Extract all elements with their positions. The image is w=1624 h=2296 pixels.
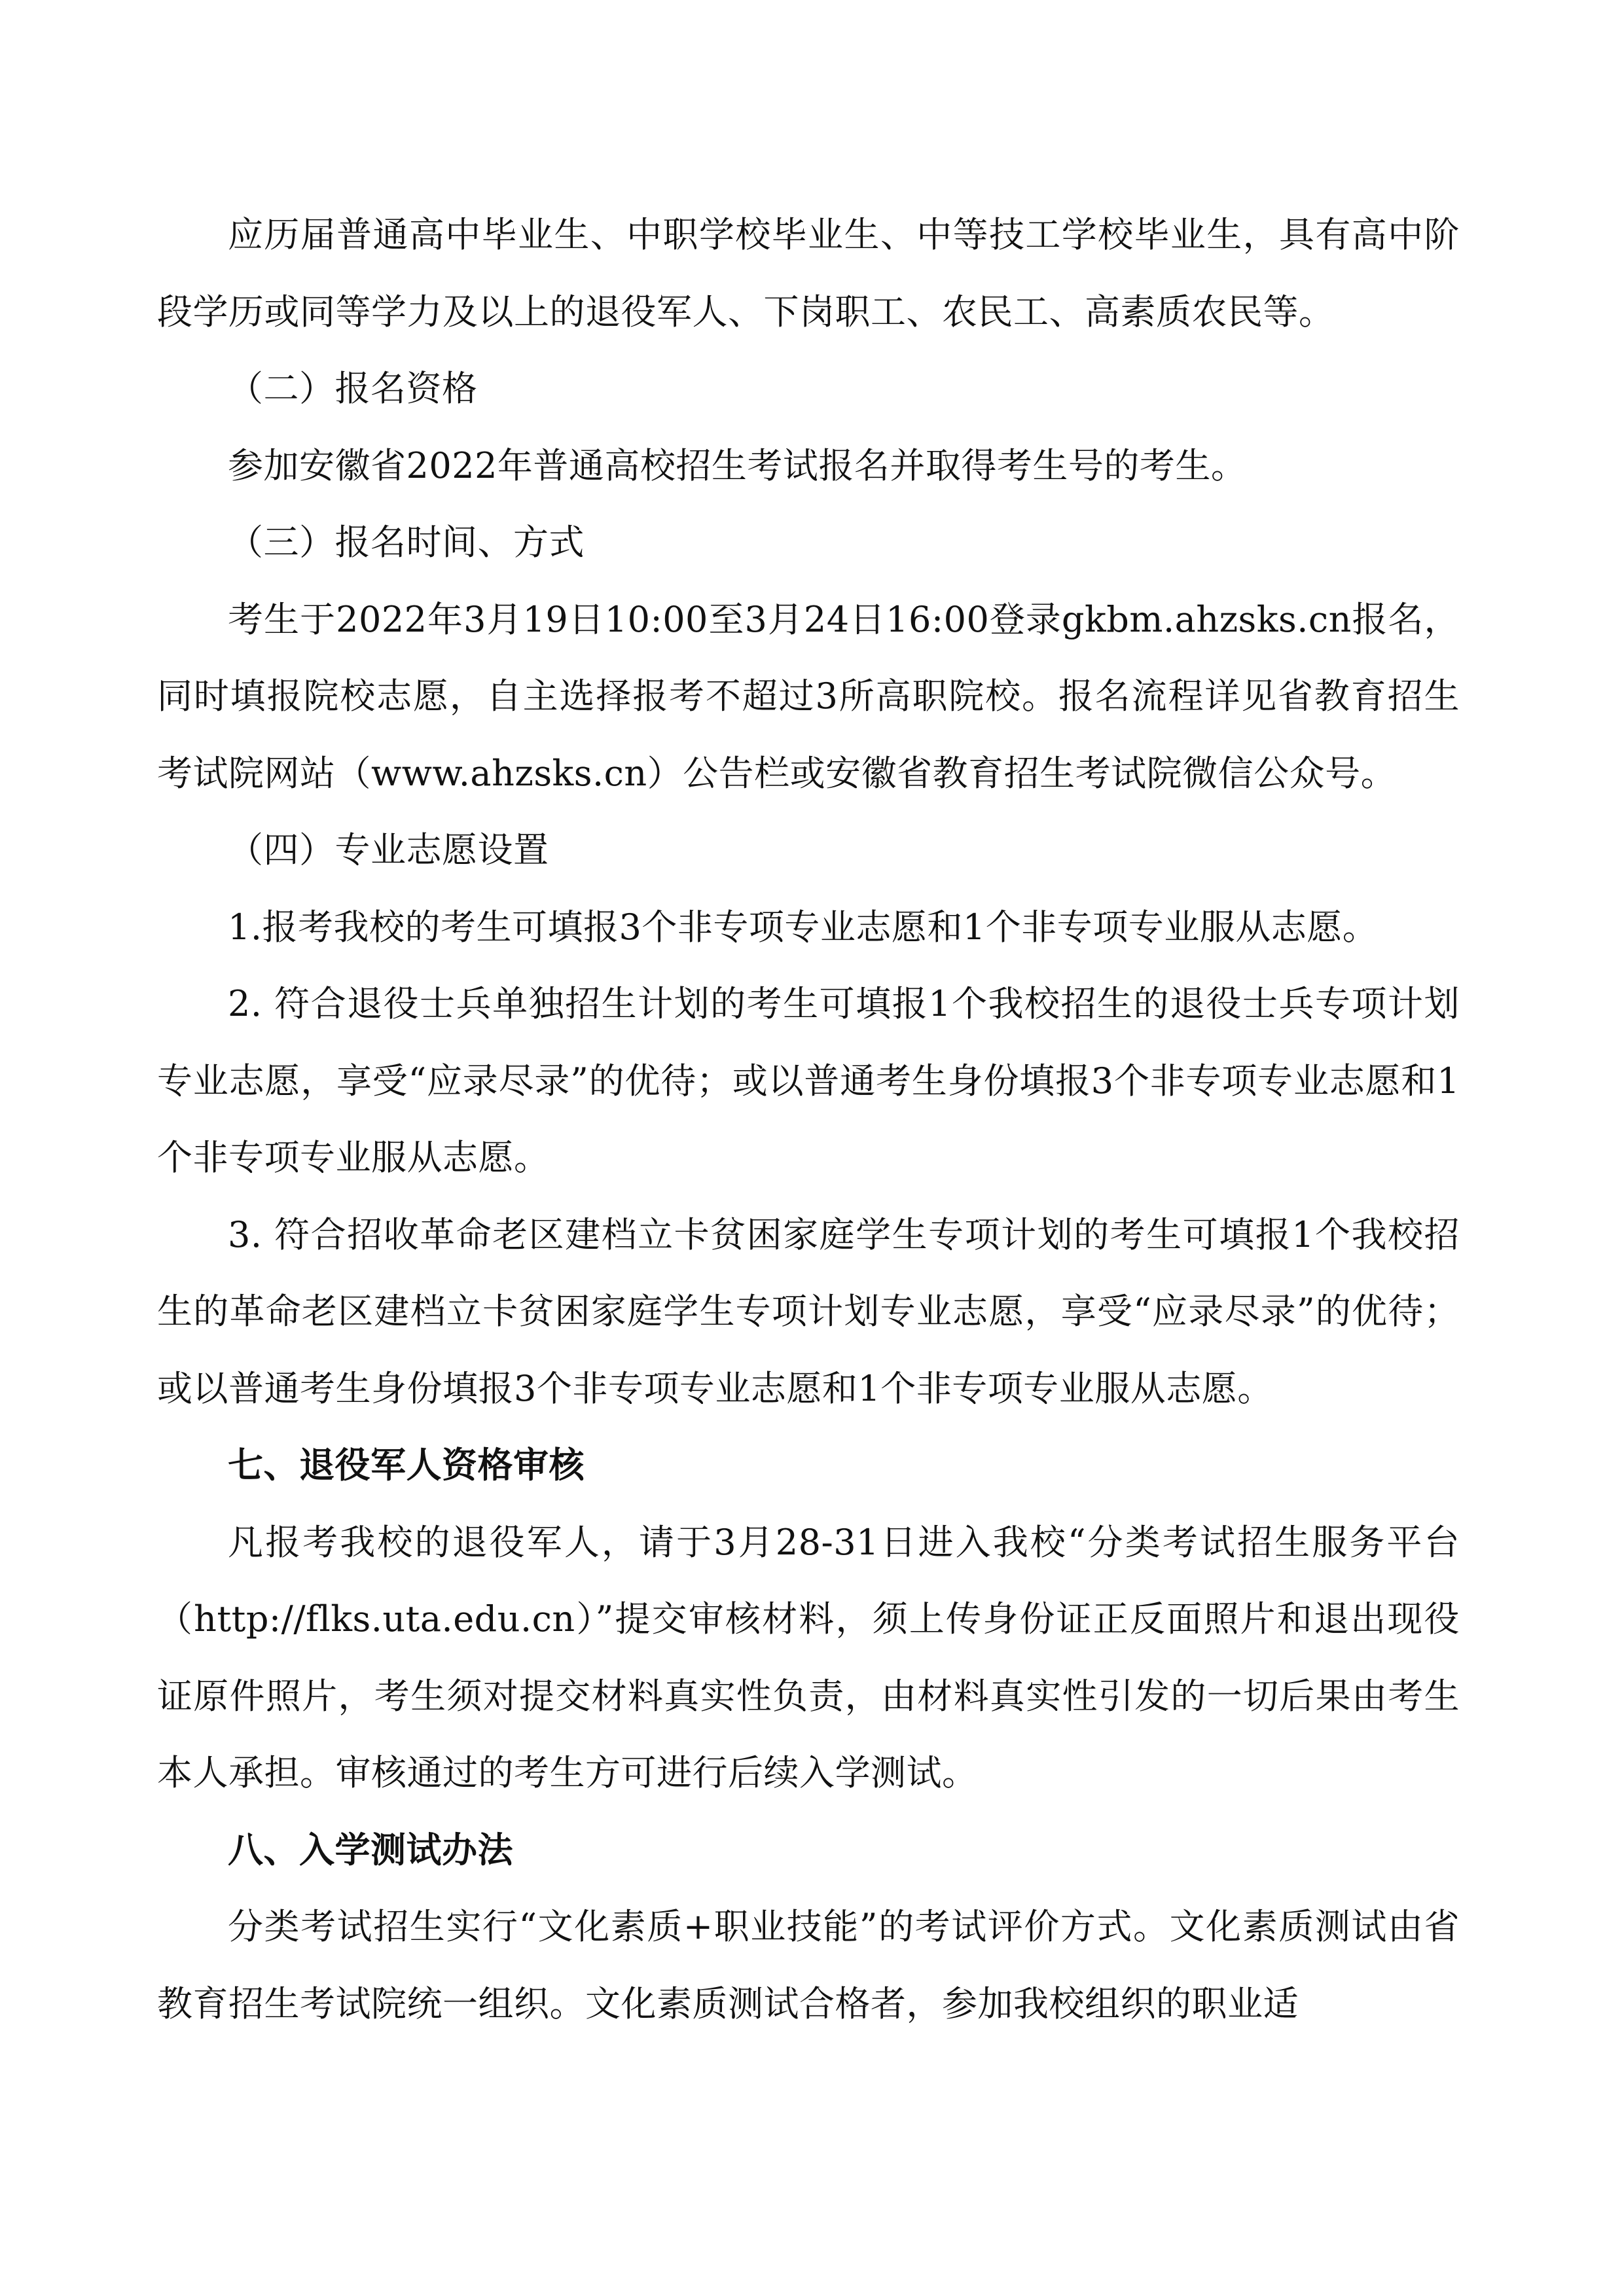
paragraph-preference-rule-2: 2. 符合退役士兵单独招生计划的考生可填报1个我校招生的退役士兵专项计划专业志愿，享受“应录尽录”的优待；或以普通考生身份填报3个非专项专业志愿和1个非专项专业服从志愿。: [157, 983, 1460, 1178]
section-heading-entrance-test: 八、入学测试办法: [228, 1829, 513, 1871]
paragraph-registration-time: 考生于2022年3月19日10:00至3月24日16:00登录gkbm.ahzsks.cn报名，同时填报院校志愿，自主选择报考不超过3所高职院校。报名流程详见省教育招生考试院网站（www.ahzsks.cn）公告栏或安徽省教育招生考试院微信公众号。: [157, 598, 1460, 794]
paragraph-entrance-test: 分类考试招生实行“文化素质+职业技能”的考试评价方式。文化素质测试由省教育招生考试院统一组织。文化素质测试合格者，参加我校组织的职业适: [157, 1906, 1460, 2024]
subheading-eligibility: （二）报名资格: [228, 368, 478, 409]
subheading-registration-time: （三）报名时间、方式: [228, 522, 585, 563]
paragraph-target-applicants: 应历届普通高中毕业生、中职学校毕业生、中等技工学校毕业生，具有高中阶段学历或同等学力及以上的退役军人、下岗职工、农民工、高素质农民等。: [157, 214, 1460, 332]
paragraph-preference-rule-1: 1.报考我校的考生可填报3个非专项专业志愿和1个非专项专业服从志愿。: [228, 906, 1379, 948]
paragraph-eligibility: 参加安徽省2022年普通高校招生考试报名并取得考生号的考生。: [228, 444, 1247, 486]
subheading-major-preferences: （四）专业志愿设置: [228, 829, 549, 870]
section-heading-veteran-review: 七、退役军人资格审核: [228, 1444, 585, 1486]
paragraph-preference-rule-3: 3. 符合招收革命老区建档立卡贫困家庭学生专项计划的考生可填报1个我校招生的革命老区建档立卡贫困家庭学生专项计划专业志愿，享受“应录尽录”的优待；或以普通考生身份填报3个非专项专业志愿和1个非专项专业服从志愿。: [157, 1213, 1460, 1409]
document-body: [157, 196, 1460, 2042]
paragraph-veteran-review: 凡报考我校的退役军人，请于3月28-31日进入我校“分类考试招生服务平台（http://flks.uta.edu.cn）”提交审核材料，须上传身份证正反面照片和退出现役证原件照片，考生须对提交材料真实性负责，由材料真实性引发的一切后果由考生本人承担。审核通过的考生方可进行后续入学测试。: [157, 1521, 1460, 1793]
